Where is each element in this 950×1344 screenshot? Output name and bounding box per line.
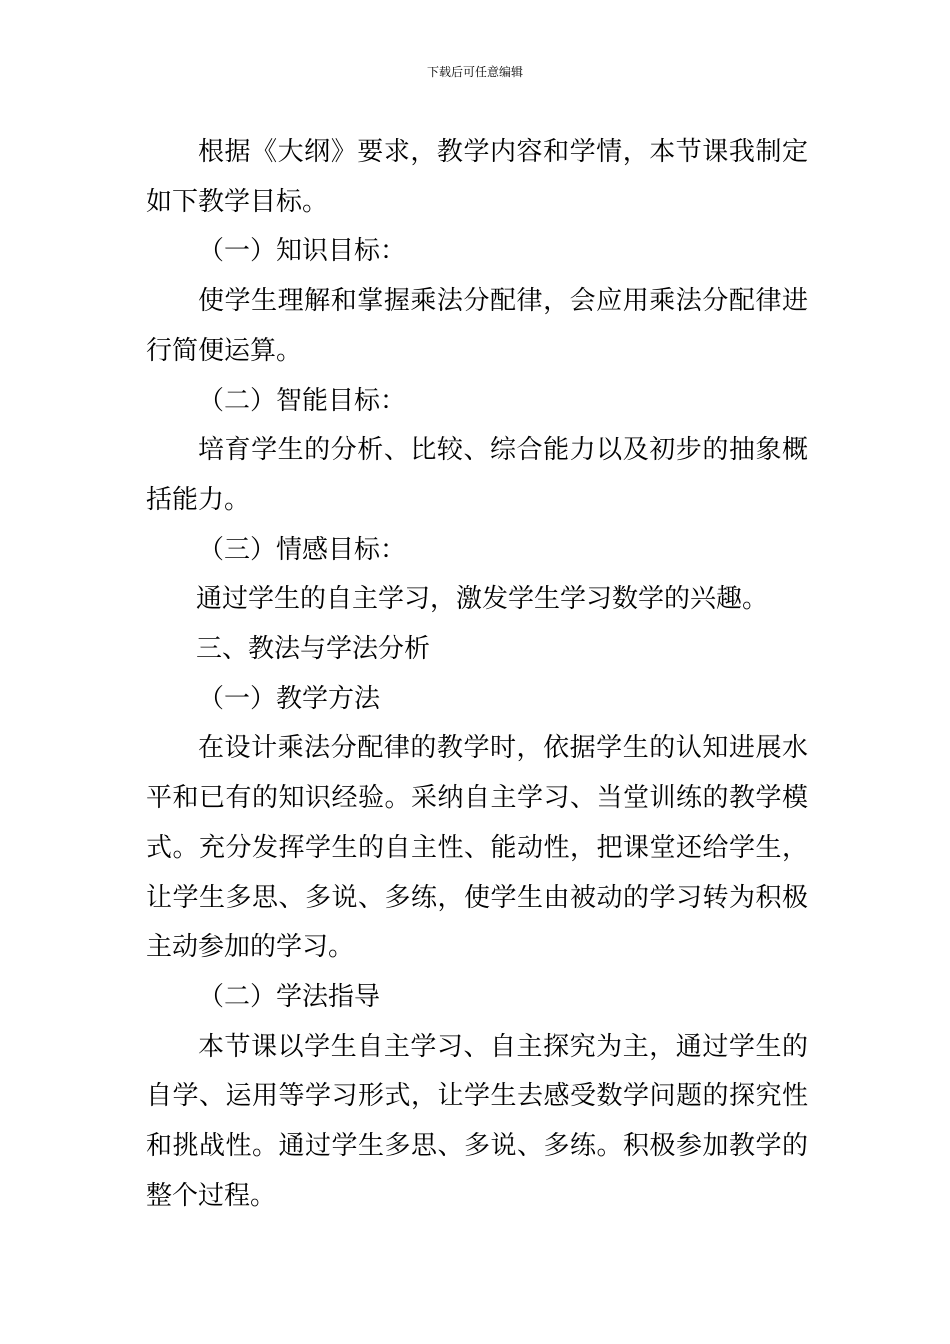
paragraph-knowledge-goal: 使学生理解和掌握乘法分配律，会应用乘法分配律进行简便运算。	[146, 286, 808, 366]
heading-study-guidance: （二）学法指导	[198, 981, 381, 1012]
paragraph-emotion-goal: 通过学生的自主学习，激发学生学习数学的兴趣。	[196, 584, 769, 615]
heading-section-three: 三、教法与学法分析	[196, 634, 431, 665]
heading-emotion-goal: （三）情感目标：	[198, 534, 407, 565]
heading-ability-goal: （二）智能目标：	[198, 385, 407, 416]
paragraph-teaching-goals-intro: 根据《大纲》要求，教学内容和学情，本节课我制定如下教学目标。	[146, 137, 808, 217]
paragraph-teaching-method: 在设计乘法分配律的教学时，依据学生的认知进展水平和已有的知识经验。采纳自主学习、当堂训练的教学模式。充分发挥学生的自主性、能动性，把课堂还给学生，让学生多思、多说、多练，使学生由被动的学习转为积极主动参加的学习。	[146, 733, 808, 963]
paragraph-ability-goal: 培育学生的分析、比较、综合能力以及初步的抽象概括能力。	[146, 435, 808, 515]
heading-teaching-method: （一）教学方法	[198, 683, 381, 714]
document-body	[146, 128, 808, 1221]
paragraph-study-guidance: 本节课以学生自主学习、自主探究为主，通过学生的自学、运用等学习形式，让学生去感受数学问题的探究性和挑战性。通过学生多思、多说、多练。积极参加教学的整个过程。	[146, 1031, 808, 1211]
page-header: 下载后可任意编辑	[426, 65, 523, 79]
heading-knowledge-goal: （一）知识目标：	[198, 236, 407, 267]
